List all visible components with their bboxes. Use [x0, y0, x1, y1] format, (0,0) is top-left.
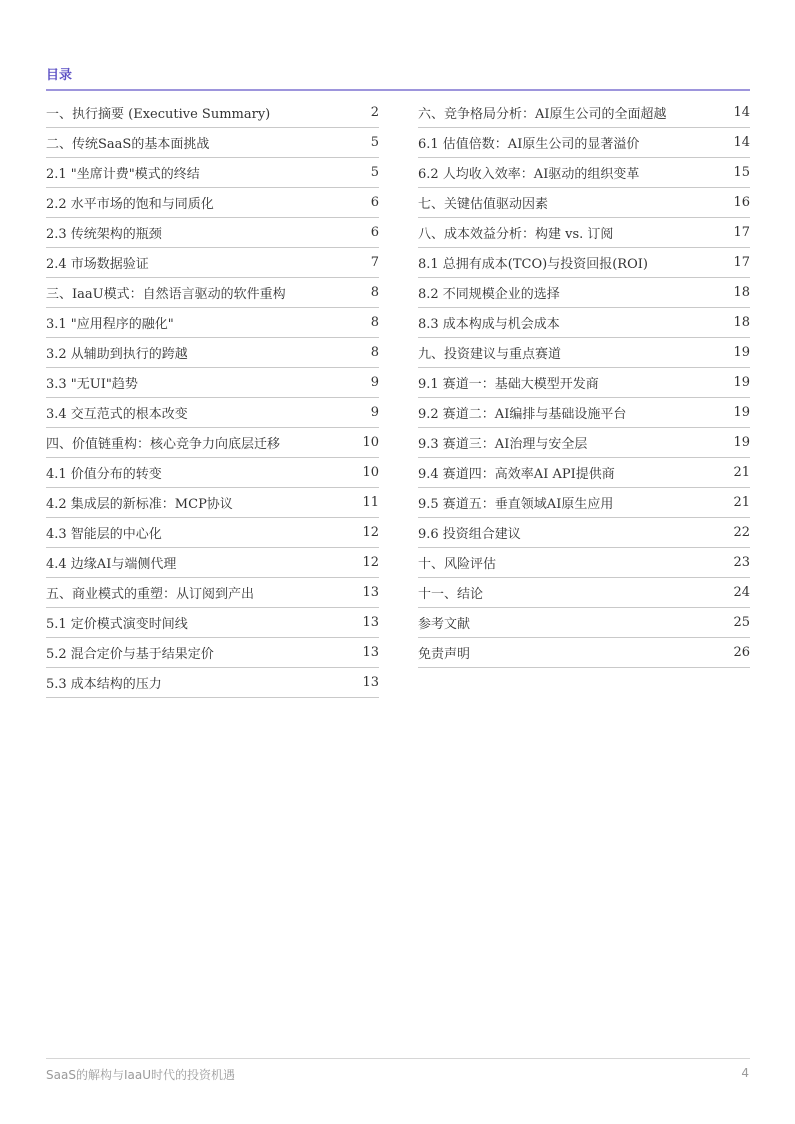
toc-entry[interactable] — [418, 428, 750, 458]
toc-entry-page: 15 — [733, 165, 750, 180]
toc-entry[interactable] — [418, 338, 750, 368]
toc-entry[interactable] — [418, 518, 750, 548]
toc-entry-label: 9.5 赛道五：垂直领域AI原生应用 — [418, 497, 614, 512]
toc-entry-page: 25 — [733, 615, 750, 630]
toc-entry-label: 3.4 交互范式的根本改变 — [46, 407, 188, 422]
toc-entry[interactable] — [418, 398, 750, 428]
toc-entry-page: 16 — [733, 195, 750, 210]
toc-entry-label: 6.2 人均收入效率：AI驱动的组织变革 — [418, 167, 640, 182]
toc-entry-label: 七、关键估值驱动因素 — [418, 197, 549, 212]
toc-entry-label: 4.3 智能层的中心化 — [46, 527, 162, 542]
toc-entry[interactable] — [46, 458, 379, 488]
toc-entry-page: 26 — [733, 645, 750, 660]
toc-entry-page: 19 — [733, 405, 750, 420]
toc-entry-page: 9 — [370, 375, 379, 390]
toc-entry[interactable] — [418, 98, 750, 128]
toc-entry-label: 参考文献 — [418, 617, 471, 632]
toc-entry-label: 二、传统SaaS的基本面挑战 — [46, 137, 210, 152]
toc-entry[interactable] — [46, 638, 379, 668]
toc-entry[interactable] — [418, 488, 750, 518]
toc-entry-page: 19 — [733, 435, 750, 450]
toc-entry[interactable] — [418, 308, 750, 338]
toc-title: 目录 — [46, 68, 73, 83]
toc-entry-label: 4.1 价值分布的转变 — [46, 467, 162, 482]
toc-entry-page: 13 — [362, 585, 379, 600]
toc-entry[interactable] — [46, 308, 379, 338]
toc-entry-label: 六、竞争格局分析：AI原生公司的全面超越 — [418, 107, 667, 122]
toc-entry[interactable] — [418, 458, 750, 488]
toc-entry-page: 9 — [370, 405, 379, 420]
toc-entry-page: 8 — [370, 285, 379, 300]
toc-entry-page: 14 — [733, 105, 750, 120]
toc-right-column — [418, 98, 750, 668]
toc-entry-page: 13 — [362, 615, 379, 630]
toc-entry-page: 17 — [733, 255, 750, 270]
toc-entry-label: 四、价值链重构：核心竞争力向底层迁移 — [46, 437, 281, 452]
toc-entry-page: 13 — [362, 645, 379, 660]
toc-entry[interactable] — [418, 218, 750, 248]
toc-entry[interactable] — [46, 98, 379, 128]
toc-entry[interactable] — [418, 608, 750, 638]
toc-entry-label: 9.4 赛道四：高效率AI API提供商 — [418, 467, 615, 482]
toc-entry-label: 9.2 赛道二：AI编排与基础设施平台 — [418, 407, 627, 422]
toc-entry-page: 14 — [733, 135, 750, 150]
toc-entry-label: 免责声明 — [418, 647, 471, 662]
toc-entry-label: 3.3 "无UI"趋势 — [46, 377, 138, 392]
toc-entry-page: 24 — [733, 585, 750, 600]
toc-entry-label: 8.1 总拥有成本(TCO)与投资回报(ROI) — [418, 257, 648, 272]
toc-entry-page: 22 — [733, 525, 750, 540]
toc-entry-page: 13 — [362, 675, 379, 690]
toc-entry[interactable] — [418, 278, 750, 308]
toc-entry[interactable] — [46, 218, 379, 248]
toc-entry[interactable] — [46, 428, 379, 458]
toc-entry-label: 2.2 水平市场的饱和与同质化 — [46, 197, 214, 212]
toc-entry-label: 三、IaaU模式：自然语言驱动的软件重构 — [46, 287, 286, 302]
toc-entry[interactable] — [46, 188, 379, 218]
toc-entry-label: 9.6 投资组合建议 — [418, 527, 521, 542]
toc-entry-label: 5.2 混合定价与基于结果定价 — [46, 647, 214, 662]
toc-entry-label: 2.1 "坐席计费"模式的终结 — [46, 167, 200, 182]
toc-entry-page: 17 — [733, 225, 750, 240]
toc-entry-page: 19 — [733, 345, 750, 360]
toc-entry-page: 21 — [733, 495, 750, 510]
toc-entry-label: 九、投资建议与重点赛道 — [418, 347, 562, 362]
toc-entry[interactable] — [46, 158, 379, 188]
toc-entry-page: 12 — [362, 525, 379, 540]
toc-entry-page: 10 — [362, 465, 379, 480]
toc-entry-label: 4.2 集成层的新标准：MCP协议 — [46, 497, 233, 512]
toc-entry-label: 3.2 从辅助到执行的跨越 — [46, 347, 188, 362]
toc-entry-page: 5 — [370, 135, 379, 150]
toc-entry-page: 6 — [370, 225, 379, 240]
toc-entry[interactable] — [46, 548, 379, 578]
toc-entry-page: 23 — [733, 555, 750, 570]
toc-entry-label: 9.1 赛道一：基础大模型开发商 — [418, 377, 599, 392]
toc-entry[interactable] — [46, 278, 379, 308]
toc-entry-label: 五、商业模式的重塑：从订阅到产出 — [46, 587, 255, 602]
toc-entry[interactable] — [418, 188, 750, 218]
footer-divider — [46, 1058, 750, 1059]
toc-entry-page: 2 — [370, 105, 379, 120]
toc-entry-label: 一、执行摘要 (Executive Summary) — [46, 107, 271, 122]
toc-entry[interactable] — [418, 128, 750, 158]
toc-entry-label: 4.4 边缘AI与端侧代理 — [46, 557, 177, 572]
toc-entry-label: 8.2 不同规模企业的选择 — [418, 287, 560, 302]
footer-page-number: 4 — [741, 1066, 749, 1080]
toc-entry-label: 2.3 传统架构的瓶颈 — [46, 227, 162, 242]
toc-entry[interactable] — [418, 248, 750, 278]
toc-entry-label: 5.1 定价模式演变时间线 — [46, 617, 188, 632]
toc-entry-page: 11 — [362, 495, 379, 510]
toc-entry-page: 8 — [370, 315, 379, 330]
title-divider — [46, 89, 750, 91]
toc-entry[interactable] — [46, 668, 379, 698]
toc-entry-page: 21 — [733, 465, 750, 480]
toc-entry[interactable] — [418, 638, 750, 668]
toc-entry[interactable] — [46, 338, 379, 368]
toc-entry[interactable] — [46, 578, 379, 608]
toc-entry-label: 6.1 估值倍数：AI原生公司的显著溢价 — [418, 137, 640, 152]
toc-entry[interactable] — [418, 368, 750, 398]
toc-entry[interactable] — [46, 488, 379, 518]
toc-entry[interactable] — [46, 368, 379, 398]
toc-entry-label: 八、成本效益分析：构建 vs. 订阅 — [418, 227, 614, 242]
toc-entry-page: 18 — [733, 315, 750, 330]
toc-entry[interactable] — [418, 158, 750, 188]
toc-entry-page: 12 — [362, 555, 379, 570]
toc-entry-label: 2.4 市场数据验证 — [46, 257, 149, 272]
toc-entry[interactable] — [46, 398, 379, 428]
toc-entry-page: 19 — [733, 375, 750, 390]
toc-entry-label: 3.1 "应用程序的融化" — [46, 317, 174, 332]
toc-entry[interactable] — [46, 128, 379, 158]
toc-left-column — [46, 98, 379, 698]
toc-entry-label: 十一、结论 — [418, 587, 484, 602]
toc-entry-label: 5.3 成本结构的压力 — [46, 677, 162, 692]
toc-entry-page: 8 — [370, 345, 379, 360]
toc-entry-label: 8.3 成本构成与机会成本 — [418, 317, 560, 332]
toc-entry-label: 9.3 赛道三：AI治理与安全层 — [418, 437, 588, 452]
toc-entry[interactable] — [46, 608, 379, 638]
footer-document-title: SaaS的解构与IaaU时代的投资机遇 — [46, 1068, 235, 1082]
toc-entry[interactable] — [418, 578, 750, 608]
toc-entry-label: 十、风险评估 — [418, 557, 497, 572]
toc-entry[interactable] — [46, 248, 379, 278]
toc-entry-page: 7 — [370, 255, 379, 270]
toc-entry-page: 10 — [362, 435, 379, 450]
toc-entry-page: 5 — [370, 165, 379, 180]
toc-entry-page: 6 — [370, 195, 379, 210]
toc-entry[interactable] — [418, 548, 750, 578]
toc-entry[interactable] — [46, 518, 379, 548]
toc-entry-page: 18 — [733, 285, 750, 300]
